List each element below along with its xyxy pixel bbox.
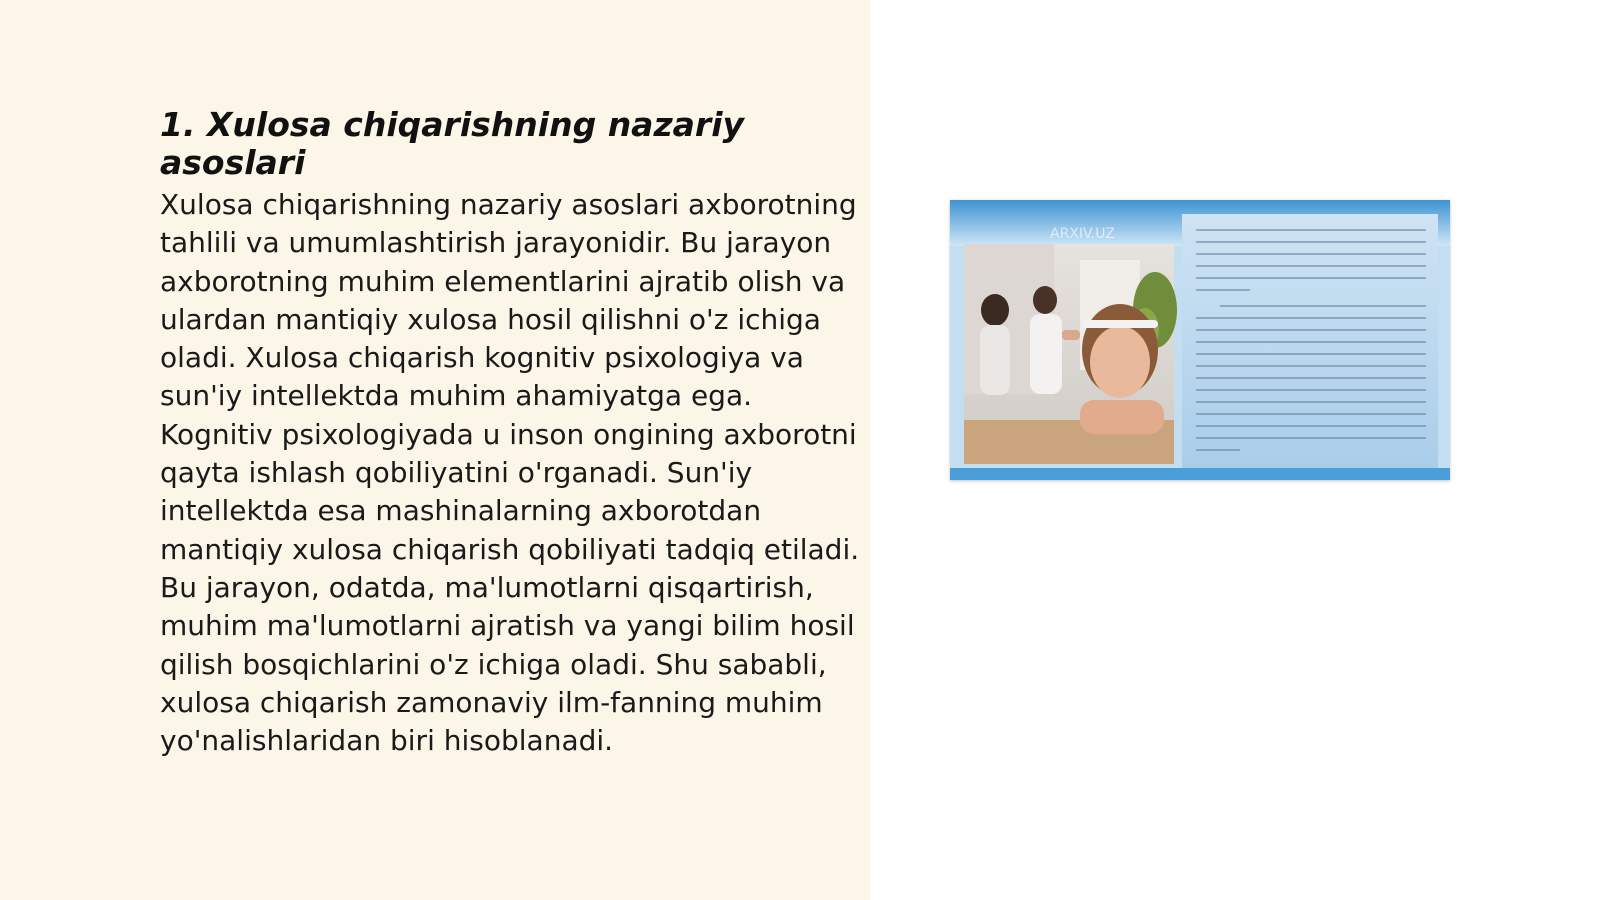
slide-heading: 1. Xulosa chiqarishning nazariy asoslari [160, 105, 745, 182]
document-image [1182, 214, 1438, 472]
illustration-graphic [950, 200, 1450, 480]
slide-illustration [950, 200, 1450, 480]
watermark-text: ARXIV.UZ [1050, 226, 1115, 242]
family-photo [964, 244, 1177, 464]
slide-body-text: Xulosa chiqarishning nazariy asoslari axborotning tahlili va umumlashtirish jarayonidir. Bu jarayon axborotning muhim elementlarini ajratib olish va ulardan mantiqiy xulosa hosil qilishni o'z ichiga oladi. Xulosa chiqarish kognitiv psixologiya va sun'iy intellektda muhim ahamiyatga ega. Kognitiv psixologiyada u inson ongining axborotni qayta ishlash qobiliyatini o'rganadi. Sun'iy intellektda esa mashinalarning axborotdan mantiqiy xulosa chiqarish qobiliyati tadqiq etiladi. Bu jarayon, odatda, ma'lumotlarni qisqartirish, muhim ma'lumotlarni ajratish va yangi bilim hosil qilish bosqichlarini o'z ichiga oladi. Shu sababli, xulosa chiqarish zamonaviy ilm-fanning muhim yo'nalishlaridan biri hisoblanadi. [160, 188, 860, 758]
